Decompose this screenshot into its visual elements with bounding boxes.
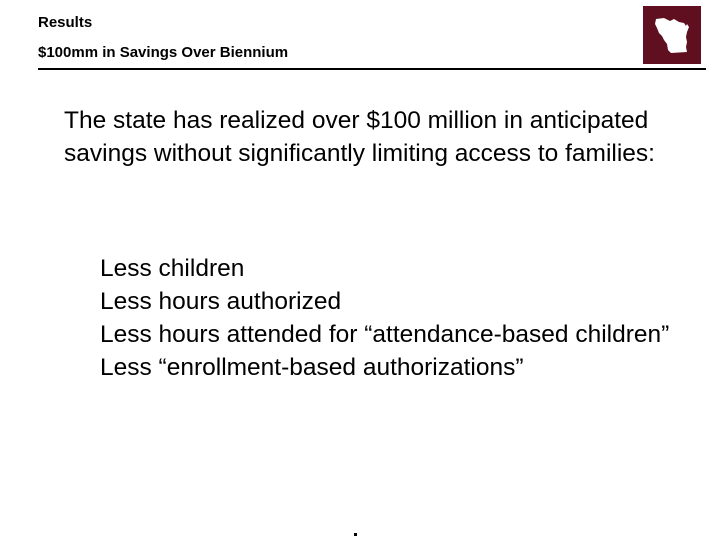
list-item: Less hours attended for “attendance-based children” [100,321,670,348]
slide-header [38,10,638,66]
footer-dot [354,533,357,536]
wisconsin-state-icon [643,6,701,64]
list-item: Less hours authorized [100,288,342,315]
intro-paragraph: The state has realized over $100 million in anticipated savings without significantly limiting access to families: [64,107,655,167]
header-divider [38,68,706,70]
wisconsin-shape [643,6,701,64]
section-title: Results [38,14,93,31]
bullet-list [100,252,700,384]
list-item: Less “enrollment-based authorizations” [100,354,524,381]
slide-subtitle: $100mm in Savings Over Biennium [38,44,289,61]
list-item: Less children [100,255,245,282]
